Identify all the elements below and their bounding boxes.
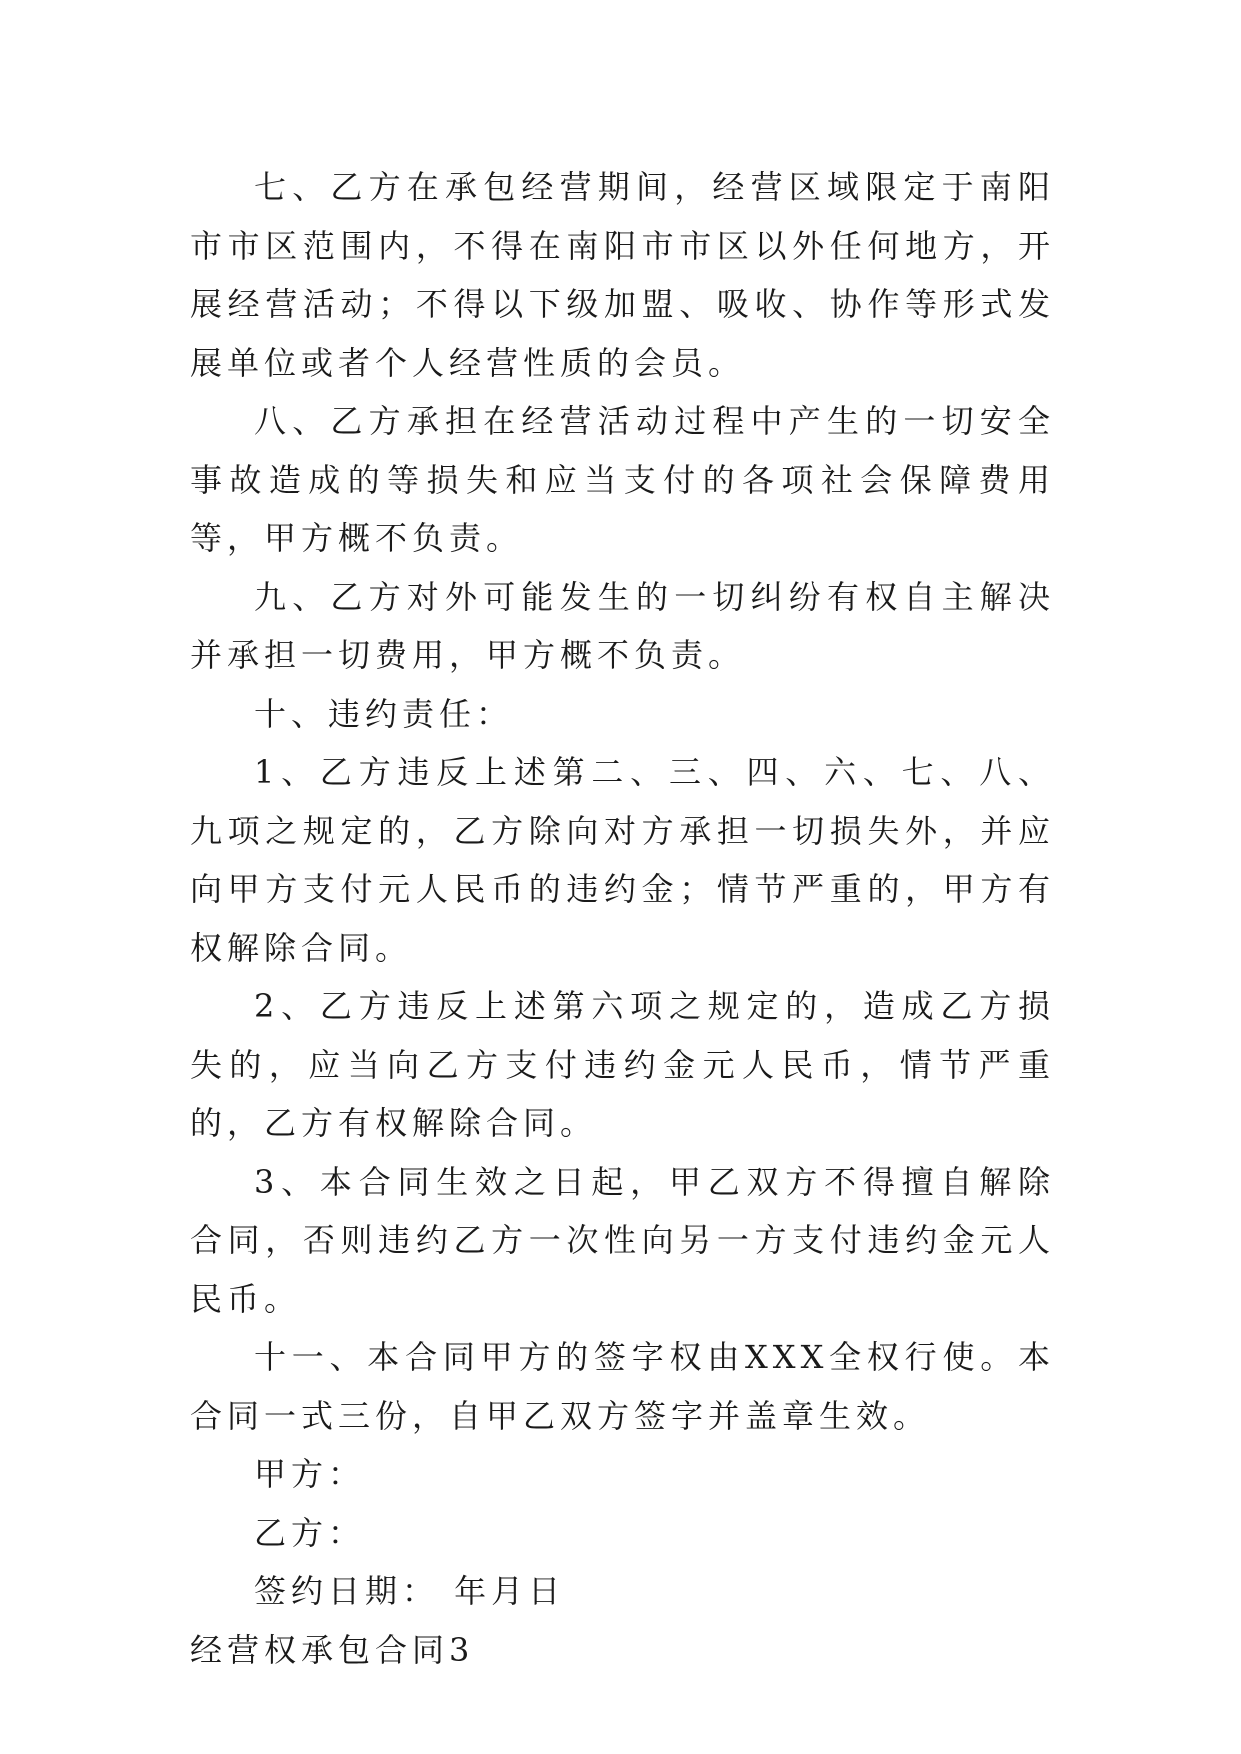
party-b-signature-line: 乙方： [254, 1513, 366, 1552]
party-a-signature-line: 甲方： [254, 1455, 366, 1493]
sign-date-line: 签约日期： 年月日 [254, 1572, 566, 1610]
clause-10-item-2: 2、乙方违反上述第六项之规定的，造成乙方损失的，应当向乙方支付违约金元人民币，情节严重的，乙方有权解除合同。 [190, 987, 1055, 1142]
clause-10-item-1: 1、乙方违反上述第二、三、四、六、七、八、九项之规定的，乙方除向对方承担一切损失外，并应向甲方支付元人民币的违约金；情节严重的，甲方有权解除合同。 [190, 753, 1055, 967]
clause-7-paragraph: 七、乙方在承包经营期间，经营区域限定于南阳市市区范围内，不得在南阳市市区以外任何地方，开展经营活动；不得以下级加盟、吸收、协作等形式发展单位或者个人经营性质的会员。 [190, 168, 1055, 382]
clause-10-heading: 十、违约责任： [254, 694, 514, 733]
clause-10-item-3: 3、本合同生效之日起，甲乙双方不得擅自解除合同，否则违约乙方一次性向另一方支付违约金元人民币。 [190, 1162, 1055, 1318]
clause-8-paragraph: 八、乙方承担在经营活动过程中产生的一切安全事故造成的等损失和应当支付的各项社会保障费用等，甲方概不负责。 [190, 402, 1055, 557]
next-contract-title: 经营权承包合同3 [190, 1630, 475, 1669]
document-body [190, 158, 1055, 1679]
clause-9-paragraph: 九、乙方对外可能发生的一切纠纷有权自主解决并承担一切费用，甲方概不负责。 [190, 577, 1055, 674]
clause-11-paragraph: 十一、本合同甲方的签字权由XXX全权行使。本合同一式三份，自甲乙双方签字并盖章生效。 [190, 1338, 1055, 1435]
